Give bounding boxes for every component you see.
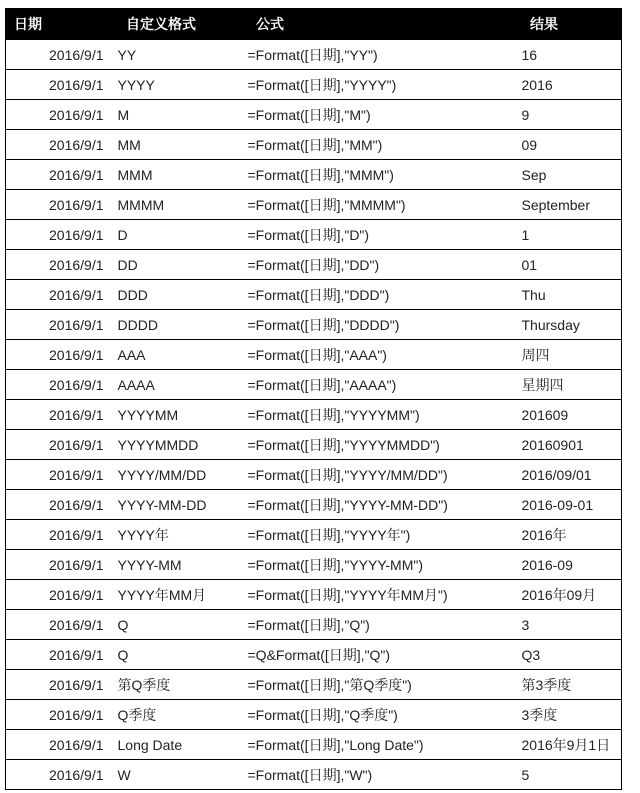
format-cell: AAA [118,340,248,370]
table-row [6,460,622,490]
table-row [6,700,622,730]
formula-cell: =Format([日期],"YYYYMMDD") [248,430,522,460]
date-cell: 2016/9/1 [6,520,118,550]
format-cell: Q季度 [118,700,248,730]
table-row [6,400,622,430]
formula-cell: =Format([日期],"YYYY") [248,70,522,100]
format-table [5,8,622,790]
formula-cell: =Format([日期],"YYYY年") [248,520,522,550]
formula-cell: =Format([日期],"Long Date") [248,730,522,760]
date-cell: 2016/9/1 [6,160,118,190]
formula-cell: =Format([日期],"W") [248,760,522,790]
formula-cell: =Format([日期],"D") [248,220,522,250]
format-cell: YYYYMM [118,400,248,430]
result-cell: 2016年 [522,520,622,550]
date-cell: 2016/9/1 [6,730,118,760]
table-row [6,70,622,100]
date-cell: 2016/9/1 [6,490,118,520]
formula-cell: =Format([日期],"YY") [248,40,522,70]
formula-cell: =Format([日期],"Q") [248,610,522,640]
table-row [6,550,622,580]
date-cell: 2016/9/1 [6,40,118,70]
table-row [6,610,622,640]
format-cell: MMMM [118,190,248,220]
formula-cell: =Format([日期],"DDDD") [248,310,522,340]
date-cell: 2016/9/1 [6,340,118,370]
result-cell: September [522,190,622,220]
result-cell: Thu [522,280,622,310]
format-cell: DDD [118,280,248,310]
format-cell: YY [118,40,248,70]
formula-cell: =Format([日期],"AAA") [248,340,522,370]
format-cell: Q [118,610,248,640]
result-cell: 2016-09-01 [522,490,622,520]
result-cell: 2016-09 [522,550,622,580]
date-cell: 2016/9/1 [6,550,118,580]
format-cell: MM [118,130,248,160]
result-cell: 第3季度 [522,670,622,700]
result-cell: Thursday [522,310,622,340]
format-cell: AAAA [118,370,248,400]
table-row [6,220,622,250]
formula-cell: =Format([日期],"YYYY-MM") [248,550,522,580]
result-cell: 周四 [522,340,622,370]
result-cell: Q3 [522,640,622,670]
header-row [6,9,622,40]
result-cell: 2016 [522,70,622,100]
formula-cell: =Format([日期],"MMM") [248,160,522,190]
formula-cell: =Format([日期],"M") [248,100,522,130]
date-cell: 2016/9/1 [6,100,118,130]
formula-cell: =Q&Format([日期],"Q") [248,640,522,670]
table-row [6,340,622,370]
header-date: 日期 [6,9,118,40]
format-cell: M [118,100,248,130]
date-cell: 2016/9/1 [6,130,118,160]
format-cell: MMM [118,160,248,190]
date-cell: 2016/9/1 [6,400,118,430]
format-cell: YYYY/MM/DD [118,460,248,490]
date-cell: 2016/9/1 [6,610,118,640]
result-cell: 3 [522,610,622,640]
table-row [6,640,622,670]
format-cell: DD [118,250,248,280]
table-row [6,370,622,400]
formula-cell: =Format([日期],"DDD") [248,280,522,310]
format-cell: YYYYMMDD [118,430,248,460]
result-cell: 201609 [522,400,622,430]
format-cell: YYYY年MM月 [118,580,248,610]
table-row [6,40,622,70]
result-cell: 9 [522,100,622,130]
table-row [6,490,622,520]
format-cell: DDDD [118,310,248,340]
table-row [6,520,622,550]
header-custom-format: 自定义格式 [118,9,248,40]
result-cell: 2016年09月 [522,580,622,610]
result-cell: 5 [522,760,622,790]
date-cell: 2016/9/1 [6,370,118,400]
date-cell: 2016/9/1 [6,700,118,730]
table-row [6,730,622,760]
formula-cell: =Format([日期],"第Q季度") [248,670,522,700]
format-cell: D [118,220,248,250]
date-cell: 2016/9/1 [6,670,118,700]
format-cell: YYYY-MM [118,550,248,580]
formula-cell: =Format([日期],"YYYY/MM/DD") [248,460,522,490]
format-cell: YYYY年 [118,520,248,550]
formula-cell: =Format([日期],"YYYY年MM月") [248,580,522,610]
table-row [6,580,622,610]
table-row [6,250,622,280]
result-cell: 01 [522,250,622,280]
formula-cell: =Format([日期],"YYYY-MM-DD") [248,490,522,520]
format-cell: W [118,760,248,790]
result-cell: 1 [522,220,622,250]
date-cell: 2016/9/1 [6,280,118,310]
formula-cell: =Format([日期],"MMMM") [248,190,522,220]
result-cell: 2016年9月1日 [522,730,622,760]
header-formula: 公式 [248,9,522,40]
result-cell: 20160901 [522,430,622,460]
result-cell: 09 [522,130,622,160]
table-row [6,760,622,790]
date-cell: 2016/9/1 [6,310,118,340]
date-cell: 2016/9/1 [6,220,118,250]
date-cell: 2016/9/1 [6,580,118,610]
result-cell: 星期四 [522,370,622,400]
date-cell: 2016/9/1 [6,760,118,790]
formula-cell: =Format([日期],"DD") [248,250,522,280]
result-cell: 3季度 [522,700,622,730]
table-row [6,160,622,190]
date-cell: 2016/9/1 [6,70,118,100]
table-row [6,100,622,130]
table-row [6,430,622,460]
table-row [6,280,622,310]
date-cell: 2016/9/1 [6,640,118,670]
date-cell: 2016/9/1 [6,430,118,460]
format-cell: YYYY [118,70,248,100]
format-cell: 第Q季度 [118,670,248,700]
date-cell: 2016/9/1 [6,250,118,280]
format-cell: YYYY-MM-DD [118,490,248,520]
result-cell: Sep [522,160,622,190]
formula-cell: =Format([日期],"YYYYMM") [248,400,522,430]
header-result: 结果 [522,9,622,40]
table-row [6,190,622,220]
format-cell: Long Date [118,730,248,760]
table-row [6,130,622,160]
result-cell: 2016/09/01 [522,460,622,490]
result-cell: 16 [522,40,622,70]
formula-cell: =Format([日期],"MM") [248,130,522,160]
format-cell: Q [118,640,248,670]
date-cell: 2016/9/1 [6,190,118,220]
date-cell: 2016/9/1 [6,460,118,490]
table-row [6,310,622,340]
table-row [6,670,622,700]
formula-cell: =Format([日期],"Q季度") [248,700,522,730]
formula-cell: =Format([日期],"AAAA") [248,370,522,400]
